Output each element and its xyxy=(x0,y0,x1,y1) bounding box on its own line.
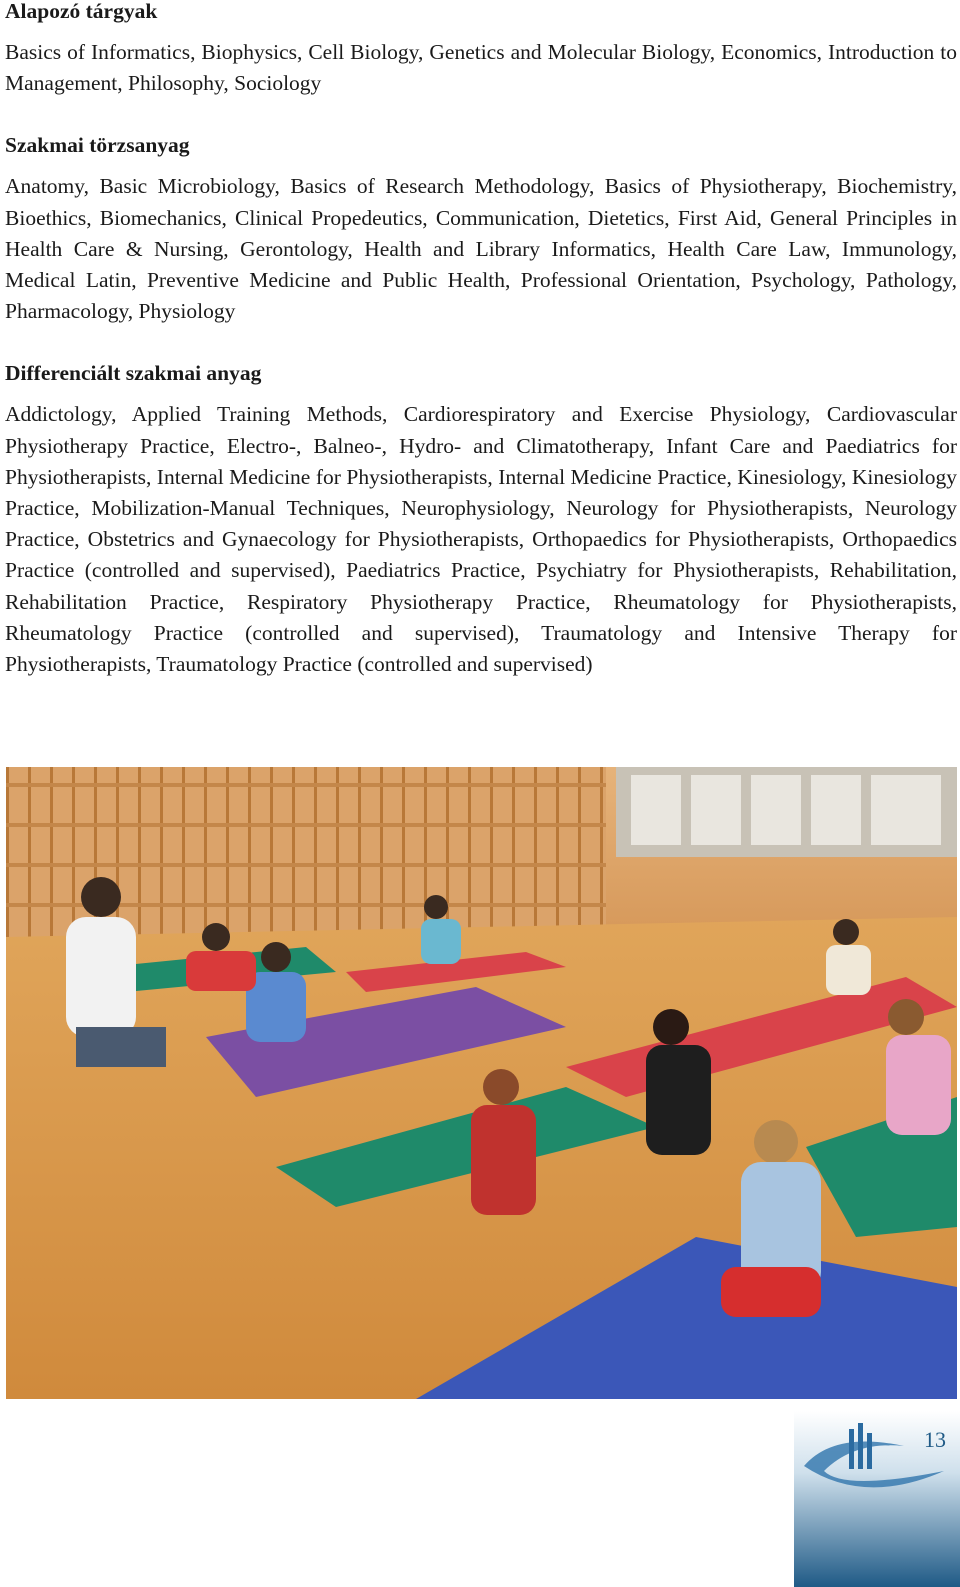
section-body: Anatomy, Basic Microbiology, Basics of Research Methodology, Basics of Physiotherapy, Biochemistry, Bioethics, Biomechanics, Clinical Propedeutics, Communication, Dietetics, First Aid, General Principles in Health Care & Nursing, Gerontology, Health and Library Informatics, Health Care Law, Immunology, Medical Latin, Preventive Medicine and Public Health, Professional Orientation, Psychology, Pathology, Pharmacology, Physiology xyxy=(5,174,957,324)
section-differentiated xyxy=(5,358,957,680)
section-core xyxy=(5,130,957,327)
section-foundation xyxy=(5,0,957,99)
course-list xyxy=(5,0,957,680)
section-body: Addictology, Applied Training Methods, Cardiorespiratory and Exercise Physiology, Cardiovascular Physiotherapy Practice, Electro-, Balneo-, Hydro- and Climatotherapy, Infant Care and Paediatrics for Physiotherapists, Internal Medicine for Physiotherapists, Internal Medicine Practice, Kinesiology, Kinesiology Practice, Mobilization-Manual Techniques, Neurophysiology, Neurology for Physiotherapists, Neurology Practice, Obstetrics and Gynaecology for Physiotherapists, Orthopaedics for Physiotherapists, Orthopaedics Practice (controlled and supervised), Paediatrics Practice, Psychiatry for Physiotherapists, Rehabilitation, Rehabilitation Practice, Respiratory Physiotherapy Practice, Rheumatology for Physiotherapists, Rheumatology Practice (controlled and supervised), Traumatology and Intensive Therapy for Physiotherapists, Traumatology Practice (controlled and supervised) xyxy=(5,402,957,677)
section-heading: Szakmai törzsanyag xyxy=(5,133,190,158)
gym-photo-illustration xyxy=(6,767,957,1399)
gym-class-photo xyxy=(6,767,957,1399)
section-heading: Alapozó tárgyak xyxy=(5,0,158,23)
section-heading: Differenciált szakmai anyag xyxy=(5,361,262,386)
page-corner-decoration xyxy=(794,1411,960,1587)
page-number: 13 xyxy=(924,1427,946,1452)
section-body: Basics of Informatics, Biophysics, Cell Biology, Genetics and Molecular Biology, Economics, Introduction to Management, Philosophy, Sociology xyxy=(5,40,957,96)
windows xyxy=(616,767,957,857)
